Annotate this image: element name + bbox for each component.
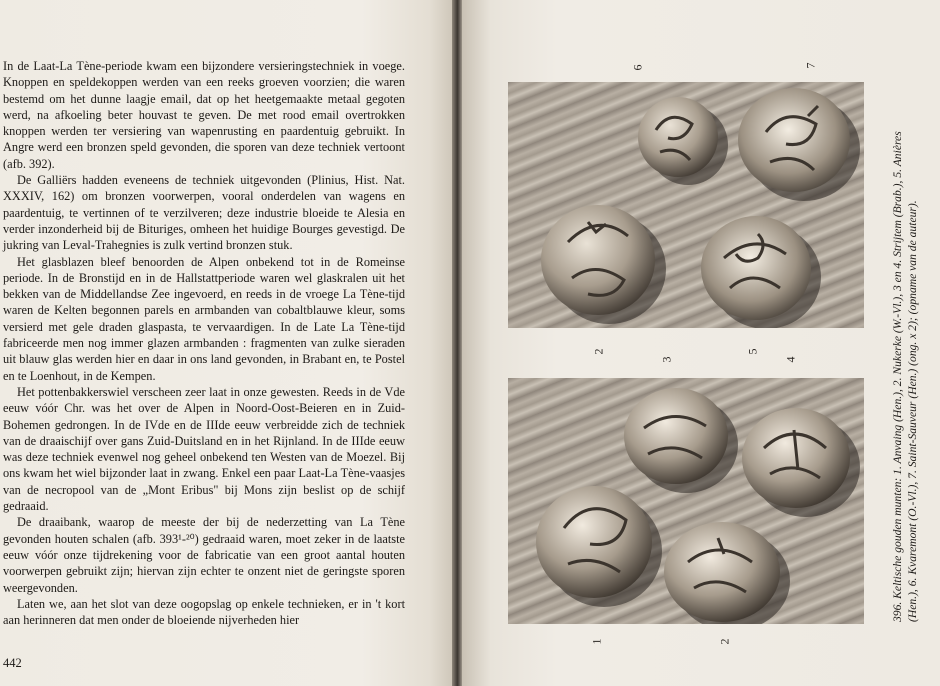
coin-5 [624, 388, 728, 484]
coin-2-top [541, 205, 655, 315]
coin-photo-top-image [508, 82, 864, 328]
figure-caption: 396. Keltische gouden munten: 1. Anvaing (Hen.), 2. Nukerke (W.-Vl.), 3 en 4. Strijtem (Brab.), 5. Anières (Hen.), 6. Kvaremont (O.-Vl.), 7. Saint-Sauveur (Hen.) (ong. x 2); (opname van de auteur). [891, 131, 919, 622]
body-text [3, 58, 405, 628]
page-number: 442 [3, 656, 22, 670]
coin-7 [738, 88, 850, 192]
coin-2 [664, 522, 780, 622]
paragraph-5: De draaibank, waarop de meeste der bij de nederzetting van La Tène gevonden houten schalen (afb. 393¹-²⁰) gedraaid waren, moet zeker in de laatste eeuw vóór onze tijdrekening voor de fabricatie van een groot aantal houten voorwerpen gebruikt zijn; hiervan zijn echter te onzent niet de geringste sporen weergevonden. [3, 515, 405, 595]
coin-photo-bottom [508, 378, 864, 624]
left-page [0, 0, 452, 686]
fig-label-7: 7 [803, 62, 818, 69]
book-gutter [452, 0, 462, 686]
paragraph-1: In de Laat-La Tène-periode kwam een bijzondere versieringstechniek in voege. Knoppen en speldekoppen werden van een reeks groeven voorzien; die waren bestemd om het dunne laagje email, dat op het heetgemaakte metaal gegoten werd, na afkoeling beter houvast te geven. De met rood email overtrokken knoppen werden ter versiering van wapenrusting en paardentuig gebruikt. In Angre werd een bronzen speld gevonden, die sporen van deze techniek vertoont (afb. 392). [3, 59, 405, 171]
fig-label-6: 6 [630, 64, 645, 71]
coin-1 [536, 486, 652, 598]
fig-label-4: 4 [783, 356, 798, 363]
fig-label-2: 2 [591, 348, 606, 355]
fig-label-3: 3 [659, 356, 674, 363]
fig-label-2b: 2 [717, 638, 732, 645]
paragraph-4: Het pottenbakkerswiel verscheen zeer laat in onze gewesten. Reeds in de Vde eeuw vóór Chr. was het over de Alpen in Noord-Oost-Beieren en in Zuid-Bohemen gedrongen. In de IVde en de IIIde eeuw verbreidde zich de techniek van de draaischijf over gans Zuid-Duitsland en in het Rijnland. In de IIIde eeuw was deze techniek evenwel nog geheel onbekend ten Westen van de Moezel. Bij ons kwam het wiel bijzonder laat in zwang. Enkel een paar Laat-La Tène-vaasjes van de necropool van de „Mont Eribus" bij Mons zijn beslist op de schijf gedraaid. [3, 384, 405, 514]
paragraph-6: Laten we, aan het slot van deze oogopslag op enkele technieken, er in 't kort aan herinneren dat men onder de bloeiende nijverheden hier [3, 596, 405, 628]
coin-3-top [701, 216, 811, 320]
coin-photo-top [508, 82, 864, 328]
fig-label-1: 1 [589, 638, 604, 645]
paragraph-2: De Galliërs hadden eveneens de techniek uitgevonden (Plinius, Hist. Nat. XXXIV, 162) om bronzen voorwerpen, vooral onderdelen van wagens en paardentuig, te vertinnen of te verzilveren; deze industrie bloeide te Alesia en verder inzonderheid bij de Bituriges, omheen het huidige Bourges gevestigd. De jukring van Leval-Trahegnies is zulk vertind bronzen stuk. [3, 173, 405, 253]
paragraph-3: Het glasblazen bleef benoorden de Alpen onbekend tot in de Romeinse periode. In de Bronstijd en in de Hallstattperiode waren wel glaskralen uit het bekken van de Middellandse Zee ingevoerd, en reeds in de vroege La Tène-tijd waren de Kelten begonnen parels en armbanden van cobaltblauwe kleur, soms versierd met gele draden glaspasta, te vervaardigen. In de Late La Tène-tijd fabriceerde men nog immer glazen armbanden : fragmenten van zulke sieraden uit blauw glas werden hier en daar in ons land gevonden, in Brabant en, te Postel en te Loenhout, in de Kempen. [3, 254, 405, 383]
fig-label-5: 5 [745, 348, 760, 355]
coin-photo-bottom-image [508, 378, 864, 624]
